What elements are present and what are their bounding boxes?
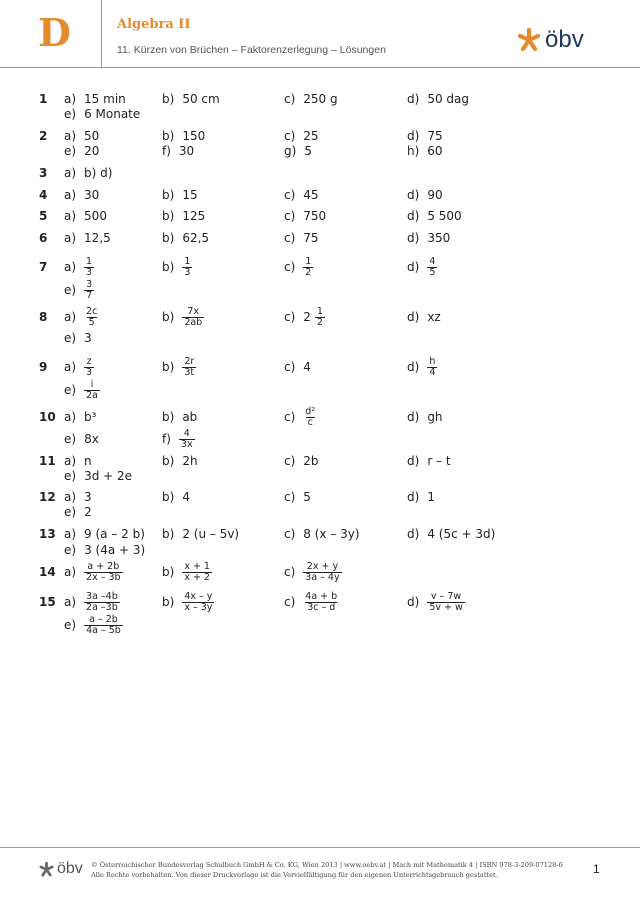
answer-fraction bbox=[303, 407, 317, 428]
answer-label: a) bbox=[64, 260, 77, 274]
exercise-number: 14 bbox=[39, 565, 56, 579]
answer-label: b) bbox=[162, 310, 175, 324]
answer-fraction bbox=[427, 357, 437, 378]
fraction-numerator: 4 bbox=[183, 427, 190, 439]
fraction-denominator: 4a – 5b bbox=[86, 624, 121, 636]
answer-value: 350 bbox=[427, 231, 451, 245]
answer-item bbox=[64, 162, 112, 184]
answer-value: 2h bbox=[182, 454, 198, 468]
answer-value: 50 dag bbox=[427, 92, 469, 106]
exercise-number: 7 bbox=[39, 260, 48, 274]
answer-label: f) bbox=[162, 144, 171, 158]
answer-label: c) bbox=[284, 310, 296, 324]
answer-value: 50 cm bbox=[182, 92, 220, 106]
answer-fraction bbox=[427, 257, 437, 278]
answer-label: b) bbox=[162, 231, 175, 245]
answer-fraction bbox=[182, 592, 214, 613]
answer-item bbox=[407, 205, 462, 227]
answer-value: 60 bbox=[427, 144, 443, 158]
answer-value: 20 bbox=[84, 144, 100, 158]
fraction-numerator: 3 bbox=[86, 278, 93, 290]
exercise-number: 6 bbox=[39, 231, 48, 245]
answer-label: g) bbox=[284, 144, 297, 158]
page-header bbox=[0, 0, 640, 68]
answer-row bbox=[0, 428, 640, 450]
answer-label: b) bbox=[162, 490, 175, 504]
answer-label: a) bbox=[64, 410, 77, 424]
answer-item bbox=[64, 614, 123, 636]
fraction-numerator: 2r bbox=[184, 355, 195, 367]
fraction-denominator: x + 2 bbox=[184, 571, 210, 583]
answer-label: a) bbox=[64, 565, 77, 579]
answer-row bbox=[0, 162, 640, 184]
answer-fraction bbox=[315, 307, 325, 328]
answer-item bbox=[407, 591, 465, 613]
answer-item bbox=[284, 184, 319, 206]
answer-label: b) bbox=[162, 410, 175, 424]
answer-value: 250 g bbox=[303, 92, 338, 106]
answer-fraction bbox=[179, 429, 195, 450]
answer-label: e) bbox=[64, 505, 77, 519]
answer-value: 12,5 bbox=[84, 231, 111, 245]
answer-item bbox=[284, 306, 325, 328]
answer-item bbox=[64, 327, 92, 349]
answer-label: b) bbox=[162, 260, 175, 274]
answer-label: e) bbox=[64, 543, 77, 557]
fraction-numerator: a + 2b bbox=[87, 560, 120, 572]
answer-label: e) bbox=[64, 107, 77, 121]
fraction-numerator: v – 7w bbox=[430, 590, 462, 602]
answer-label: d) bbox=[407, 188, 420, 202]
header-divider bbox=[101, 0, 102, 67]
answer-label: a) bbox=[64, 92, 77, 106]
answer-value: 75 bbox=[427, 129, 443, 143]
answer-value: 150 bbox=[182, 129, 206, 143]
answer-label: b) bbox=[162, 565, 175, 579]
logo-text: öbv bbox=[545, 26, 584, 53]
answer-value: 4 (5c + 3d) bbox=[427, 527, 496, 541]
fraction-denominator: 3 bbox=[86, 266, 93, 278]
footer-logo bbox=[39, 860, 83, 878]
answer-value: 8x bbox=[84, 432, 99, 446]
answer-item bbox=[162, 205, 205, 227]
fraction-numerator: 2x + y bbox=[306, 560, 339, 572]
answer-item bbox=[64, 561, 123, 583]
answer-item bbox=[64, 465, 132, 487]
fraction-numerator: 1 bbox=[316, 305, 323, 317]
answer-row bbox=[0, 539, 640, 561]
answer-value: 45 bbox=[303, 188, 319, 202]
answer-value: 3 (4a + 3) bbox=[84, 543, 146, 557]
exercise-number: 4 bbox=[39, 188, 48, 202]
answer-label: b) bbox=[162, 527, 175, 541]
answer-label: b) bbox=[162, 188, 175, 202]
answer-item bbox=[284, 406, 317, 428]
answer-item bbox=[407, 406, 443, 428]
answer-label: a) bbox=[64, 360, 77, 374]
answer-label: c) bbox=[284, 527, 296, 541]
answer-label: a) bbox=[64, 490, 77, 504]
star-logo-icon bbox=[517, 28, 541, 52]
answer-item bbox=[64, 539, 145, 561]
answer-fraction bbox=[182, 562, 212, 583]
answer-value: 15 bbox=[182, 188, 198, 202]
answer-row bbox=[0, 256, 640, 278]
answer-label: d) bbox=[407, 490, 420, 504]
fraction-numerator: 1 bbox=[86, 255, 93, 267]
answer-item bbox=[64, 428, 99, 450]
answer-label: a) bbox=[64, 527, 77, 541]
answer-item bbox=[407, 140, 443, 162]
exercise-number: 11 bbox=[39, 454, 56, 468]
answer-label: e) bbox=[64, 383, 77, 397]
answer-label: a) bbox=[64, 310, 77, 324]
fraction-denominator: 2ab bbox=[184, 316, 203, 328]
exercise-number: 9 bbox=[39, 360, 48, 374]
answer-fraction bbox=[84, 562, 123, 583]
chapter-letter: D bbox=[38, 10, 71, 55]
fraction-denominator: 5v + w bbox=[429, 601, 463, 613]
answer-label: e) bbox=[64, 469, 77, 483]
answer-item bbox=[64, 279, 94, 301]
answer-item bbox=[64, 406, 96, 428]
answer-label: d) bbox=[407, 360, 420, 374]
answer-value: 2 bbox=[84, 505, 92, 519]
answer-item bbox=[407, 227, 450, 249]
answer-value: 125 bbox=[182, 209, 206, 223]
answer-fraction bbox=[182, 257, 192, 278]
answer-label: a) bbox=[64, 454, 77, 468]
answer-value: 3d + 2e bbox=[84, 469, 133, 483]
answer-label: d) bbox=[407, 454, 420, 468]
answer-item bbox=[64, 103, 140, 125]
answer-item bbox=[162, 428, 195, 450]
answer-item bbox=[64, 184, 99, 206]
answer-label: e) bbox=[64, 283, 77, 297]
answer-label: e) bbox=[64, 618, 77, 632]
answer-row bbox=[0, 591, 640, 613]
fraction-numerator: d² bbox=[305, 405, 316, 417]
answer-fraction bbox=[182, 307, 204, 328]
fraction-numerator: h bbox=[429, 355, 436, 367]
answer-fraction bbox=[182, 357, 196, 378]
answer-value: 5 500 bbox=[427, 209, 462, 223]
answer-label: a) bbox=[64, 188, 77, 202]
fraction-denominator: 2a –3b bbox=[86, 601, 118, 613]
fraction-numerator: z bbox=[86, 355, 92, 367]
exercise-number: 2 bbox=[39, 129, 48, 143]
star-logo-icon bbox=[39, 862, 54, 877]
answer-value: 5 bbox=[304, 144, 312, 158]
answer-label: c) bbox=[284, 92, 296, 106]
answer-label: a) bbox=[64, 166, 77, 180]
answer-fraction bbox=[84, 357, 94, 378]
answer-label: a) bbox=[64, 129, 77, 143]
answer-value: r – t bbox=[427, 454, 451, 468]
fraction-denominator: 3c – d bbox=[307, 601, 336, 613]
exercise-number: 13 bbox=[39, 527, 56, 541]
fraction-denominator: x – 3y bbox=[184, 601, 213, 613]
fraction-denominator: 2x – 3b bbox=[86, 571, 121, 583]
exercise-number: 10 bbox=[39, 410, 56, 424]
answer-value: b) d) bbox=[84, 166, 113, 180]
answer-row bbox=[0, 465, 640, 487]
answer-value: 30 bbox=[84, 188, 100, 202]
fraction-denominator: 3 bbox=[184, 266, 191, 278]
fraction-numerator: a – 2b bbox=[89, 613, 118, 625]
fraction-numerator: 1 bbox=[305, 255, 312, 267]
fraction-denominator: 4 bbox=[429, 366, 436, 378]
answer-value: 3 bbox=[84, 490, 92, 504]
answer-item bbox=[284, 356, 311, 378]
answer-item bbox=[162, 591, 214, 613]
oebv-logo bbox=[517, 26, 584, 54]
answer-value: 2b bbox=[303, 454, 319, 468]
answer-item bbox=[407, 306, 441, 328]
answer-row bbox=[0, 356, 640, 378]
answer-item bbox=[162, 256, 192, 278]
answer-label: d) bbox=[407, 209, 420, 223]
answer-row bbox=[0, 279, 640, 301]
page-title: Algebra II bbox=[117, 17, 191, 32]
fraction-numerator: 3a –4b bbox=[86, 590, 118, 602]
answer-label: c) bbox=[284, 595, 296, 609]
answer-label: c) bbox=[284, 410, 296, 424]
answer-row bbox=[0, 140, 640, 162]
answer-value: 3 bbox=[84, 331, 92, 345]
answer-label: d) bbox=[407, 595, 420, 609]
answer-fraction bbox=[303, 562, 341, 583]
answer-label: c) bbox=[284, 188, 296, 202]
answer-item bbox=[64, 379, 100, 401]
footer-line-2: Alle Rechte vorbehalten. Von dieser Druckvorlage ist die Vervielfältigung für den eigenen Unterrichtsgebrauch gestattet. bbox=[91, 870, 498, 879]
answer-fraction bbox=[84, 615, 123, 636]
answer-label: b) bbox=[162, 454, 175, 468]
fraction-denominator: 5 bbox=[429, 266, 436, 278]
fraction-denominator: c bbox=[307, 416, 313, 428]
answer-value: gh bbox=[427, 410, 443, 424]
fraction-denominator: 3t bbox=[184, 366, 195, 378]
answer-row bbox=[0, 103, 640, 125]
fraction-numerator: 4 bbox=[429, 255, 436, 267]
footer-copyright bbox=[91, 861, 591, 880]
answer-item bbox=[64, 256, 94, 278]
fraction-numerator: i bbox=[90, 378, 94, 390]
exercise-number: 8 bbox=[39, 310, 48, 324]
fraction-numerator: 4a + b bbox=[305, 590, 338, 602]
answer-label: b) bbox=[162, 129, 175, 143]
answer-label: c) bbox=[284, 209, 296, 223]
answer-item bbox=[284, 256, 313, 278]
answer-label: d) bbox=[407, 260, 420, 274]
answer-item bbox=[284, 227, 319, 249]
exercise-number: 15 bbox=[39, 595, 56, 609]
answer-label: d) bbox=[407, 231, 420, 245]
answer-fraction bbox=[427, 592, 464, 613]
answer-fraction bbox=[84, 592, 120, 613]
answer-value: 500 bbox=[84, 209, 107, 223]
answer-label: a) bbox=[64, 231, 77, 245]
answer-label: c) bbox=[284, 129, 296, 143]
answer-label: d) bbox=[407, 92, 420, 106]
answer-fraction bbox=[303, 592, 339, 613]
answer-item bbox=[162, 356, 196, 378]
answer-item bbox=[284, 140, 312, 162]
answer-item bbox=[407, 256, 437, 278]
fraction-numerator: x + 1 bbox=[184, 560, 210, 572]
answer-row bbox=[0, 306, 640, 328]
answer-value: 8 (x – 3y) bbox=[303, 527, 360, 541]
answer-fraction bbox=[303, 257, 313, 278]
answer-value: 2 bbox=[303, 310, 311, 324]
answer-label: a) bbox=[64, 595, 77, 609]
answer-fraction bbox=[84, 380, 100, 401]
answer-row bbox=[0, 379, 640, 401]
fraction-denominator: 2 bbox=[305, 266, 312, 278]
answer-item bbox=[284, 591, 339, 613]
answer-item bbox=[162, 306, 204, 328]
answer-label: e) bbox=[64, 144, 77, 158]
answer-fraction bbox=[84, 307, 99, 328]
fraction-numerator: 2c bbox=[86, 305, 98, 317]
answer-value: 4 bbox=[182, 490, 190, 504]
answer-label: d) bbox=[407, 310, 420, 324]
answer-value: 15 min bbox=[84, 92, 126, 106]
answer-value: 50 bbox=[84, 129, 100, 143]
fraction-numerator: 1 bbox=[184, 255, 191, 267]
answer-label: d) bbox=[407, 129, 420, 143]
answer-row bbox=[0, 614, 640, 636]
fraction-denominator: 5 bbox=[88, 316, 95, 328]
answer-value: 90 bbox=[427, 188, 443, 202]
answer-row bbox=[0, 406, 640, 428]
answer-label: e) bbox=[64, 432, 77, 446]
answer-item bbox=[284, 561, 342, 583]
answer-item bbox=[162, 406, 197, 428]
fraction-denominator: 3 bbox=[86, 366, 93, 378]
exercise-number: 3 bbox=[39, 166, 48, 180]
answer-value: 9 (a – 2 b) bbox=[84, 527, 145, 541]
answer-item bbox=[64, 501, 92, 523]
answer-fraction bbox=[84, 257, 94, 278]
answer-label: c) bbox=[284, 360, 296, 374]
page-subtitle: 11. Kürzen von Brüchen – Faktorenzerlegung – Lösungen bbox=[117, 44, 386, 56]
answer-label: b) bbox=[162, 360, 175, 374]
page-number: 1 bbox=[593, 862, 600, 876]
answer-label: a) bbox=[64, 209, 77, 223]
answer-label: b) bbox=[162, 595, 175, 609]
answer-item bbox=[407, 184, 443, 206]
footer-line-1: © Österreichischer Bundesverlag Schulbuch GmbH & Co. KG, Wien 2013 | www.oebv.at | Mach mit Mathematik 4 | ISBN 978-3-209-07128-6 bbox=[91, 861, 563, 869]
answer-item bbox=[64, 205, 107, 227]
answer-item bbox=[64, 140, 99, 162]
answer-row bbox=[0, 501, 640, 523]
footer-divider bbox=[0, 847, 640, 848]
answer-item bbox=[162, 184, 198, 206]
answer-label: d) bbox=[407, 410, 420, 424]
exercise-number: 1 bbox=[39, 92, 48, 106]
answer-label: h) bbox=[407, 144, 420, 158]
answer-item bbox=[64, 227, 111, 249]
answer-label: c) bbox=[284, 490, 296, 504]
answer-label: c) bbox=[284, 454, 296, 468]
answer-value: 5 bbox=[303, 490, 311, 504]
answer-row bbox=[0, 205, 640, 227]
answer-row bbox=[0, 184, 640, 206]
exercise-number: 5 bbox=[39, 209, 48, 223]
answer-label: c) bbox=[284, 231, 296, 245]
answer-value: 30 bbox=[178, 144, 195, 158]
fraction-denominator: 3x bbox=[180, 438, 193, 450]
answer-label: b) bbox=[162, 92, 175, 106]
answer-label: b) bbox=[162, 209, 175, 223]
answer-item bbox=[64, 306, 99, 328]
answer-value: b³ bbox=[84, 410, 97, 424]
answer-label: e) bbox=[64, 331, 77, 345]
answer-item bbox=[407, 356, 437, 378]
answer-item bbox=[162, 140, 194, 162]
answer-label: c) bbox=[284, 260, 296, 274]
exercise-number: 12 bbox=[39, 490, 56, 504]
answer-value: 4 bbox=[303, 360, 311, 374]
answer-item bbox=[162, 561, 212, 583]
answer-value: n bbox=[84, 454, 92, 468]
answer-value: 1 bbox=[427, 490, 435, 504]
answer-label: d) bbox=[407, 527, 420, 541]
fraction-denominator: 7 bbox=[86, 289, 93, 301]
answer-value: 2 (u – 5v) bbox=[182, 527, 240, 541]
answer-label: c) bbox=[284, 565, 296, 579]
fraction-denominator: 3a – 4y bbox=[305, 571, 340, 583]
answer-item bbox=[284, 205, 326, 227]
footer-logo-text: öbv bbox=[57, 860, 83, 877]
fraction-denominator: 2 bbox=[316, 316, 323, 328]
answer-value: 750 bbox=[303, 209, 327, 223]
fraction-numerator: 7x bbox=[187, 305, 200, 317]
answer-row bbox=[0, 227, 640, 249]
answer-value: 6 Monate bbox=[84, 107, 141, 121]
answer-row bbox=[0, 327, 640, 349]
answer-value: 62,5 bbox=[182, 231, 210, 245]
answer-item bbox=[64, 591, 120, 613]
fraction-numerator: 4x – y bbox=[184, 590, 213, 602]
answer-item bbox=[162, 227, 209, 249]
answer-row bbox=[0, 561, 640, 583]
answer-label: f) bbox=[162, 432, 171, 446]
answer-value: 25 bbox=[303, 129, 319, 143]
answer-value: 75 bbox=[303, 231, 319, 245]
answer-fraction bbox=[84, 280, 94, 301]
fraction-denominator: 2a bbox=[86, 389, 98, 401]
answer-value: ab bbox=[182, 410, 198, 424]
answer-value: xz bbox=[427, 310, 441, 324]
answer-item bbox=[64, 356, 94, 378]
